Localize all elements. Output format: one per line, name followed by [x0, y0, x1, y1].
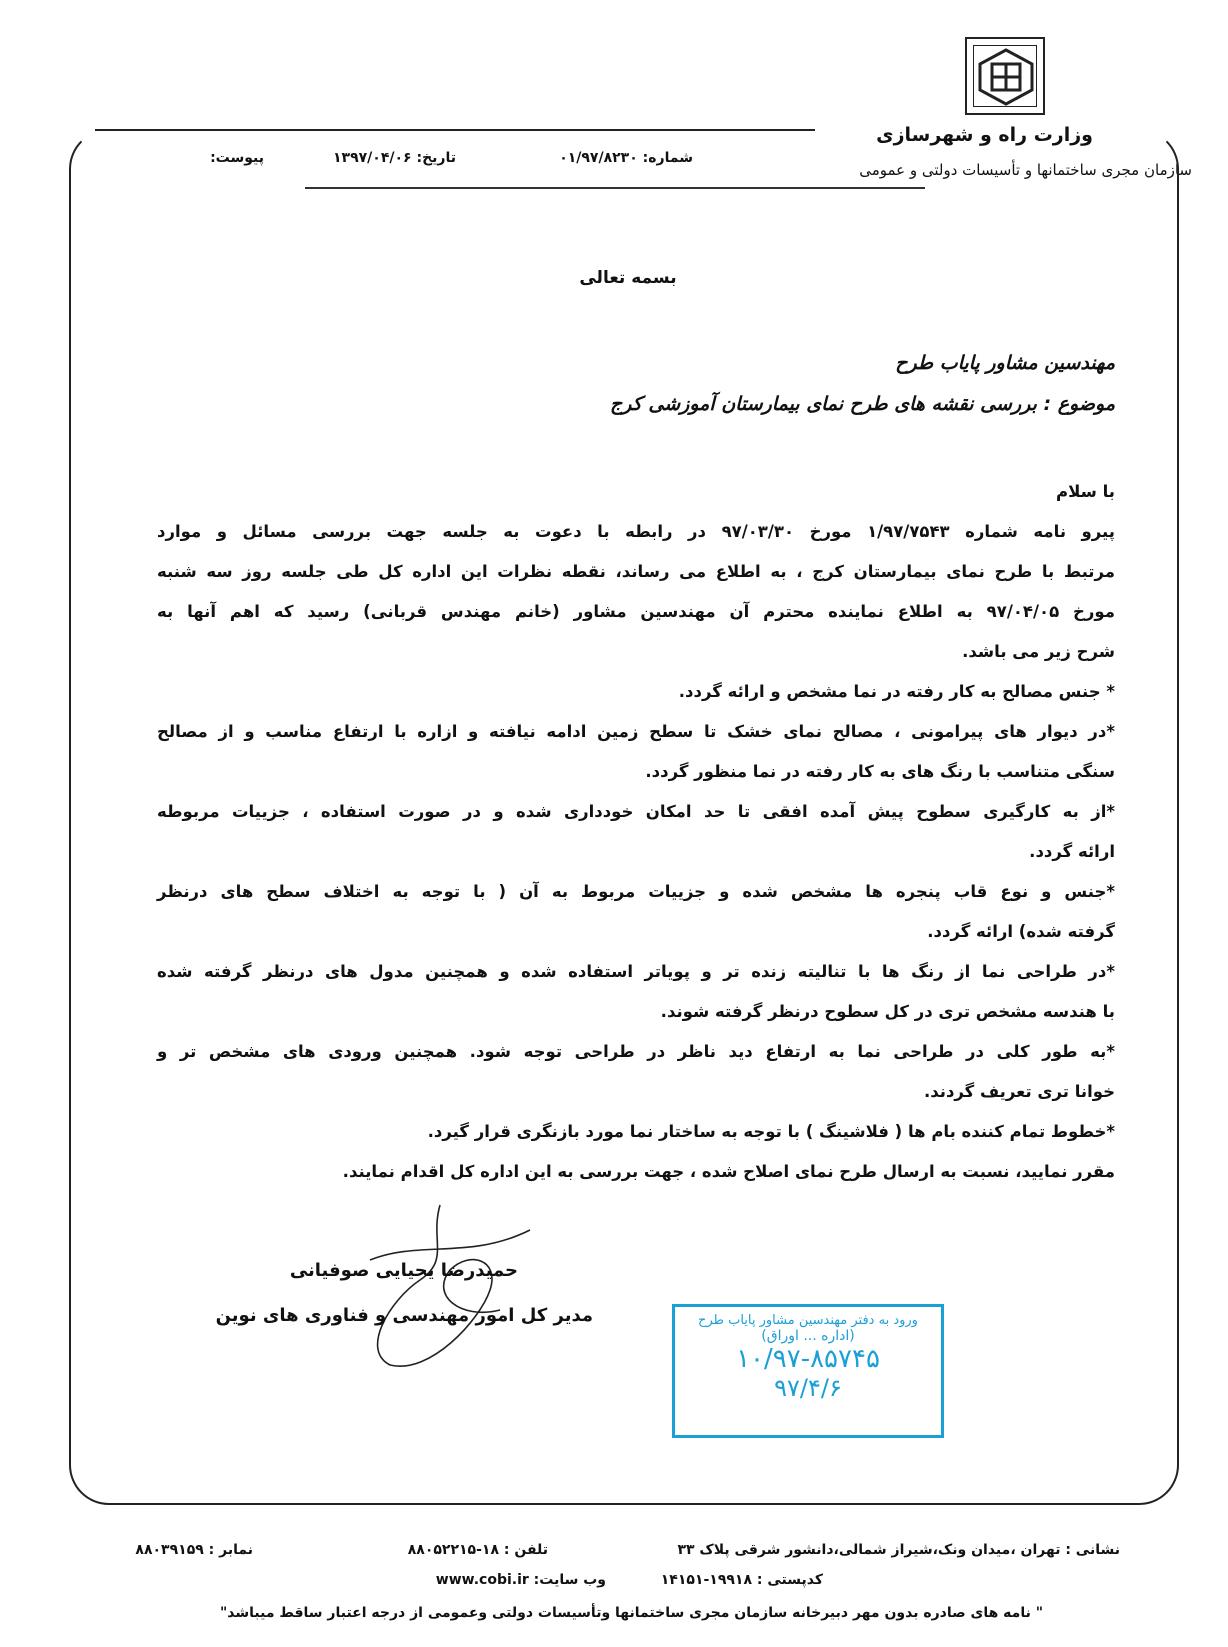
logo-emblem-icon — [974, 46, 1038, 108]
number-label: شماره: — [642, 150, 693, 166]
stamp-line2: (اداره ... اوراق) — [761, 1328, 855, 1344]
body-line: *خطوط تمام کننده بام ها ( فلاشینگ ) با توجه به ساختار نما مورد بازنگری قرار گیرد. — [427, 1122, 1115, 1141]
subject: موضوع : بررسی نقشه های طرح نمای بیمارستان آموزشی کرج — [610, 393, 1115, 415]
body-line: *به طور کلی در طراحی نما به ارتفاع دید ناظر در طراحی توجه شود. همچنین ورودی های مشخص تر و — [157, 1042, 1115, 1061]
date-label: تاریخ: — [416, 150, 456, 166]
body-line: *در طراحی نما از رنگ ها با تنالیته زنده تر و پویاتر استفاده شده و همچنین مدول های درنظر گرفته شده — [157, 962, 1115, 981]
stamp-date: ۹۷/۴/۶ — [774, 1374, 842, 1402]
ministry-logo — [965, 37, 1045, 115]
body-line: *از به کارگیری سطوح پیش آمده افقی تا حد امکان خودداری شده و در صورت استفاده ، جزییات مربوطه — [157, 802, 1115, 821]
body-line: *در دیوار های پیرامونی ، مصالح نمای خشک تا سطح زمین ادامه نیافته و ازاره با ارتفاع مناسب و از مصالح — [157, 722, 1115, 741]
signer-name: حمیدرضا یحیایی صوفیانی — [289, 1260, 518, 1281]
footer-address: نشانی : تهران ،میدان ونک،شیراز شمالی،دانشور شرقی پلاک ۳۳ — [677, 1542, 1120, 1558]
body-line: مقرر نمایید، نسبت به ارسال طرح نمای اصلاح شده ، جهت بررسی به این اداره کل اقدام نمایند. — [342, 1162, 1115, 1181]
body-line: سنگی متناسب با رنگ های به کار رفته در نما منظور گردد. — [645, 762, 1115, 781]
footer-website[interactable]: وب سایت: www.cobi.ir — [435, 1572, 606, 1588]
body-line: پیرو نامه شماره ۱/۹۷/۷۵۴۳ مورخ ۹۷/۰۳/۳۰ در رابطه با دعوت به جلسه جهت بررسی مسائل و موارد — [157, 522, 1115, 541]
basmala: بسمه تعالی — [579, 268, 677, 288]
handwritten-signature — [330, 1200, 550, 1370]
footer-phone: تلفن : ۱۸-۸۸۰۵۲۲۱۵ — [407, 1542, 548, 1558]
body-line: مورخ ۹۷/۰۴/۰۵ به اطلاع نماینده محترم آن مهندسین مشاور (خانم مهندس قربانی) رسید که اهم آنها به — [157, 602, 1115, 621]
receipt-stamp — [672, 1304, 944, 1438]
signer-title: مدیر کل امور مهندسی و فناوری های نوین — [215, 1305, 593, 1326]
stamp-number: ۱۰/۹۷-۸۵۷۴۵ — [736, 1344, 880, 1374]
footer-fax: نمابر : ۸۸۰۳۹۱۵۹ — [135, 1542, 253, 1558]
letter-body — [157, 472, 1115, 1192]
footer-notice: " نامه های صادره بدون مهر دبیرخانه سازمان مجری ساختمانها وتأسیسات دولتی وعمومی از درجه اعتبار ساقط میباشد" — [220, 1605, 1043, 1621]
body-line: با سلام — [1056, 482, 1115, 501]
body-line: خوانا تری تعریف گردند. — [923, 1082, 1115, 1101]
body-line: * جنس مصالح به کار رفته در نما مشخص و ارائه گردد. — [678, 682, 1115, 701]
letter-date — [333, 150, 456, 166]
attachment-label: پیوست: — [210, 150, 264, 166]
body-line: *جنس و نوع قاب پنجره ها مشخص شده و جزییات مربوط به آن ( با توجه به اختلاف سطح های درنظر — [157, 882, 1115, 901]
number-value: ۰۱/۹۷/۸۲۳۰ — [559, 150, 638, 166]
letter-number — [559, 150, 693, 166]
frame-top-line — [95, 129, 815, 131]
recipient: مهندسین مشاور پایاب طرح — [895, 352, 1115, 374]
body-line: گرفته شده) ارائه گردد. — [927, 922, 1115, 941]
footer-postal-code: کدپستی : ۱۹۹۱۸-۱۴۱۵۱ — [660, 1572, 823, 1588]
stamp-line1: ورود به دفتر مهندسین مشاور پایاب طرح — [698, 1313, 918, 1328]
body-line: با هندسه مشخص تری در کل سطوح درنظر گرفته شوند. — [660, 1002, 1115, 1021]
body-line: مرتبط با طرح نمای بیمارستان کرج ، به اطلاع می رساند، نقطه نظرات این اداره کل طی جلسه روز سه شنبه — [157, 562, 1115, 581]
date-value: ۱۳۹۷/۰۴/۰۶ — [333, 150, 412, 166]
organization-name: سازمان مجری ساختمانها و تأسیسات دولتی و عمومی — [859, 161, 1192, 179]
body-line: ارائه گردد. — [1029, 842, 1115, 861]
body-line: شرح زیر می باشد. — [962, 642, 1115, 661]
ministry-name: وزارت راه و شهرسازی — [876, 124, 1093, 146]
header-divider — [305, 187, 925, 189]
